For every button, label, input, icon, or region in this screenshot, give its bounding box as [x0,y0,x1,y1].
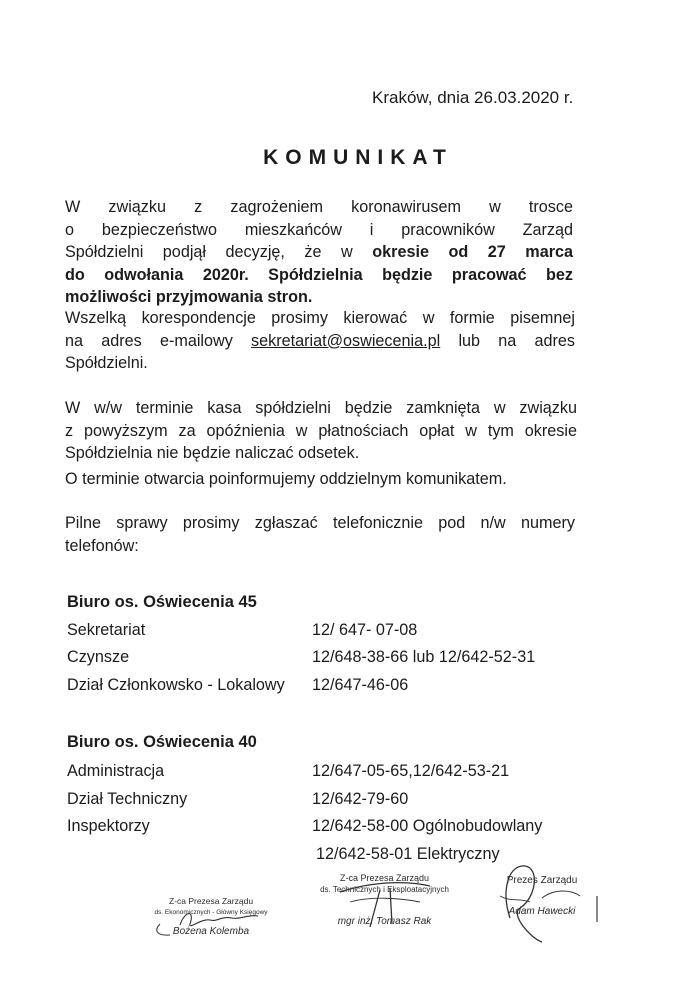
signature-middle-scribble [310,872,450,932]
signature-left-dept: ds. Ekonomicznych - Główny Księgowy [154,909,268,916]
office-40-phone: 12/642-79-60 [312,790,409,808]
office-45-label: Czynsze [67,648,130,666]
text-line: Spółdzielnia nie będzie naliczać odsetek. [65,444,360,462]
text-line: o bezpieczeństwo mieszkańców i pracowników Zarząd [65,220,573,239]
paragraph-urgent [65,512,575,557]
office-40-phone: 12/647-05-65,12/642-53-21 [312,762,510,780]
text-line: Pilne sprawy prosimy zgłaszać telefonicznie pod n/w numery [65,514,575,532]
paragraph-opening [65,468,573,491]
signature-middle-dept: ds. Technicznych i Eksploatacyjnych [320,885,449,894]
text-line: W w/w terminie kasa spółdzielni będzie zamknięta w związku [65,399,577,417]
scan-mark [596,896,598,922]
text-line: na adres e-mailowy sekretariat@oswiecenia.pl lub na adres [65,331,575,350]
email-link[interactable]: sekretariat@oswiecenia.pl [251,331,441,350]
text-line: do odwołania 2020r. Spółdzielnia będzie pracować bez [65,265,573,284]
signature-middle-name: mgr inż. Tomasz Rak [337,916,432,927]
signature-right-role: Prezes Zarządu [506,875,578,886]
signature-right-scribble [480,858,590,948]
office-40-extra-phone: 12/642-58-01 Elektryczny [316,845,500,863]
text-line: Spółdzielni. [65,354,148,372]
office-45-phone: 12/647-46-06 [312,676,409,694]
paragraph-cashdesk [65,397,577,465]
signature-left-scribble [140,900,270,940]
office-40-heading: Biuro os. Oświecenia 40 [67,733,257,751]
paragraph-intro [65,196,573,309]
place-date: Kraków, dnia 26.03.2020 r. [372,88,574,107]
signature-right-name: Adam Hawecki [508,906,576,917]
signature-middle-role: Z-ca Prezesa Zarządu [339,873,430,883]
paragraph-correspondence [65,307,575,375]
office-45-label: Sekretariat [67,621,146,639]
office-40-label: Administracja [67,762,165,780]
office-40-label: Dział Techniczny [67,790,188,808]
office-40-label: Inspektorzy [67,817,150,835]
signature-left-role: Z-ca Prezesa Zarządu [168,896,254,906]
office-45-phone: 12/648-38-66 lub 12/642-52-31 [312,648,536,666]
text-line: W związku z zagrożeniem koronawirusem w trosce [65,198,573,216]
office-45-heading: Biuro os. Oświecenia 45 [67,593,257,611]
page-title: KOMUNIKAT [263,146,453,169]
signature-left-name: Bożena Kolemba [172,926,250,937]
text-line: Wszelką korespondencje prosimy kierować w formie pisemnej [65,309,575,327]
office-45-label: Dział Członkowsko - Lokalowy [67,676,285,694]
office-45-phone: 12/ 647- 07-08 [312,621,418,639]
office-40-phone: 12/642-58-00 Ogólnobudowlany [312,817,543,835]
text-line: O terminie otwarcia poinformujemy oddzielnym komunikatem. [65,470,507,488]
text-line: możliwości przyjmowania stron. [65,288,313,306]
text-line: Spółdzielni podjął decyzję, że w okresie od 27 marca [65,243,574,261]
text-line: telefonów: [65,536,139,555]
text-line: z powyższym za opóźnienia w płatnościach opłat w tym okresie [65,421,577,440]
